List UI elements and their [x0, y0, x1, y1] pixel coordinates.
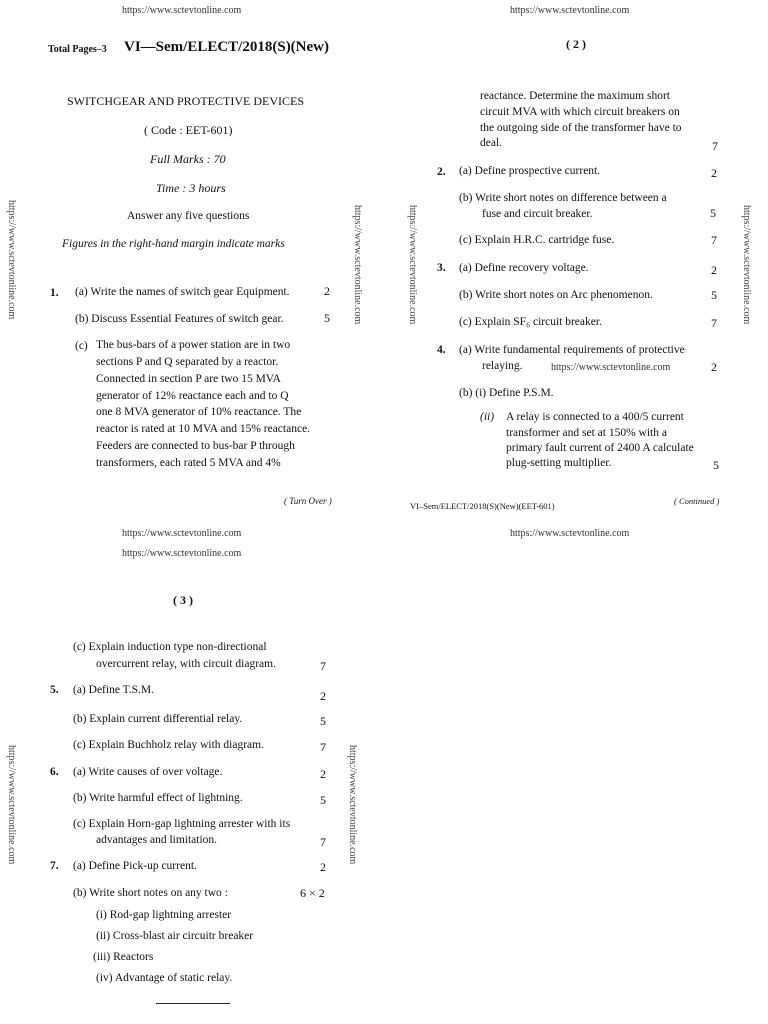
q4a-inline-url: https://www.sctevtonline.com [551, 362, 671, 373]
instruction-answer: Answer any five questions [127, 210, 250, 222]
q5b-mark: 5 [320, 714, 326, 728]
mid-url-right: https://www.sctevtonline.com [510, 528, 630, 539]
header-url-left: https://www.sctevtonline.com [122, 5, 242, 16]
q1c-line-3: Connected in section P are two 15 MVA [96, 373, 281, 385]
q6-number: 6. [50, 766, 59, 778]
q6b-text: (b) Write harmful effect of lightning. [73, 792, 243, 804]
q4c-line-2: overcurrent relay, with circuit diagram. [96, 658, 276, 670]
q5-number: 5. [50, 684, 59, 696]
q7b-item-3: (iii) Reactors [93, 951, 154, 963]
mid-url-left-1: https://www.sctevtonline.com [122, 528, 242, 539]
p2-cont-line-1: reactance. Determine the maximum short [480, 90, 670, 102]
q4bii-line-2: transformer and set at 150% with a [506, 427, 667, 439]
end-rule [156, 1003, 230, 1004]
q4bii-line-1: A relay is connected to a 400/5 current [506, 411, 684, 423]
q5b-text: (b) Explain current differential relay. [73, 713, 243, 725]
q6c-line-1: (c) Explain Horn-gap lightning arrester with its [73, 818, 291, 830]
side-url-mid-3: https://www.sctevtonline.com [347, 745, 358, 865]
q3a-text: (a) Define recovery voltage. [459, 262, 589, 274]
p2-cont-line-4: deal. [480, 137, 503, 149]
header-url-right: https://www.sctevtonline.com [510, 5, 630, 16]
q7b-text: (b) Write short notes on any two : [73, 887, 228, 899]
total-pages: Total Pages–3 [48, 44, 107, 55]
p2-cont-line-2: circuit MVA with which circuit breakers on [480, 106, 680, 118]
side-url-mid-2: https://www.sctevtonline.com [407, 205, 418, 325]
q1b-mark: 5 [324, 311, 330, 325]
q4bii-label: (ii) [480, 411, 495, 423]
q1c-line-2: sections P and Q separated by a reactor. [96, 356, 279, 368]
q1c-label: (c) [75, 340, 88, 352]
q3c-text: (c) Explain SF₆ circuit breaker. [459, 316, 602, 328]
side-url-mid-1: https://www.sctevtonline.com [352, 205, 363, 325]
q2b-mark: 5 [710, 206, 716, 220]
q6a-mark: 2 [320, 767, 326, 781]
q4a-mark: 2 [711, 360, 717, 374]
q1-number: 1. [50, 287, 59, 299]
q4a-line-2: relaying. [482, 360, 523, 372]
q6c-mark: 7 [320, 835, 326, 849]
q2b-line-2: fuse and circuit breaker. [482, 208, 593, 220]
q6c-line-2: advantages and limitation. [96, 834, 218, 846]
q3a-mark: 2 [711, 263, 717, 277]
full-marks: Full Marks : 70 [150, 152, 226, 166]
q4c-line-1: (c) Explain induction type non-directional [73, 641, 267, 653]
side-url-left-1: https://www.sctevtonline.com [6, 200, 17, 320]
q6b-mark: 5 [320, 793, 326, 807]
q5c-mark: 7 [320, 740, 326, 754]
q2-number: 2. [437, 166, 446, 178]
p2-cont-line-3: the outgoing side of the transformer have to [480, 122, 682, 134]
q1c-line-8: transformers, each rated 5 MVA and 4% [96, 457, 281, 469]
q2a-mark: 2 [711, 166, 717, 180]
q1c-line-5: one 8 MVA generator of 10% reactance. The [96, 406, 302, 418]
instruction-marks: Figures in the right-hand margin indicate marks [62, 238, 285, 250]
q7-number: 7. [50, 860, 59, 872]
exam-time: Time : 3 hours [156, 181, 226, 195]
q5a-text: (a) Define T.S.M. [73, 684, 155, 696]
p2-cont-mark: 7 [712, 139, 718, 153]
q4-number: 4. [437, 344, 446, 356]
q5c-text: (c) Explain Buchholz relay with diagram. [73, 739, 264, 751]
q3b-text: (b) Write short notes on Arc phenomenon. [459, 289, 653, 301]
q2c-mark: 7 [711, 233, 717, 247]
q1c-line-6: reactor is rated at 10 MVA and 15% reactance. [96, 423, 311, 435]
q1a-mark: 2 [324, 284, 330, 298]
q4bii-line-3: primary fault current of 2400 A calculate [506, 442, 694, 454]
q5a-mark: 2 [320, 689, 326, 703]
paper-code: VI—Sem/ELECT/2018(S)(New) [124, 39, 329, 55]
q7b-mark: 6 × 2 [300, 886, 325, 900]
q7b-item-1: (i) Rod-gap lightning arrester [96, 909, 232, 921]
q7a-text: (a) Define Pick-up current. [73, 860, 197, 872]
q6a-text: (a) Write causes of over voltage. [73, 766, 223, 778]
paper-title: SWITCHGEAR AND PROTECTIVE DEVICES [67, 94, 304, 108]
q1c-line-4: generator of 12% reactance each and to Q [96, 390, 289, 402]
q7a-mark: 2 [320, 860, 326, 874]
turn-over: ( Turn Over ) [284, 496, 332, 506]
continued: ( Continued ) [674, 496, 720, 506]
q3c-mark: 7 [711, 316, 717, 330]
q7b-item-2: (ii) Cross-blast air circuitr breaker [96, 930, 254, 942]
side-url-left-3: https://www.sctevtonline.com [6, 745, 17, 865]
q4a-line-1: (a) Write fundamental requirements of protective [459, 344, 685, 356]
side-url-right-2: https://www.sctevtonline.com [741, 205, 752, 325]
q1b-text: (b) Discuss Essential Features of switch gear. [75, 313, 284, 325]
subject-code: ( Code : EET-601) [144, 123, 233, 137]
q7b-item-4: (iv) Advantage of static relay. [96, 972, 233, 984]
q4c-mark: 7 [320, 659, 326, 673]
page2-number: ( 2 ) [566, 37, 586, 51]
q1a-text: (a) Write the names of switch gear Equipment. [75, 286, 290, 298]
q4bii-line-4: plug-setting multiplier. [506, 457, 612, 469]
q4b-mark: 5 [713, 458, 719, 472]
page2-footer: VI–Sem/ELECT/2018(S)(New)(EET-601) [410, 501, 555, 511]
mid-url-left-2: https://www.sctevtonline.com [122, 548, 242, 559]
q3b-mark: 5 [711, 288, 717, 302]
q2b-line-1: (b) Write short notes on difference between a [459, 192, 667, 204]
page3-number: ( 3 ) [173, 593, 193, 607]
q1c-line-7: Feeders are connected to bus-bar P through [96, 440, 295, 452]
q3-number: 3. [437, 262, 446, 274]
q1c-line-1: The bus-bars of a power station are in two [96, 339, 291, 351]
q2a-text: (a) Define prospective current. [459, 165, 601, 177]
q4bi-text: (b) (i) Define P.S.M. [459, 387, 554, 399]
q2c-text: (c) Explain H.R.C. cartridge fuse. [459, 234, 615, 246]
